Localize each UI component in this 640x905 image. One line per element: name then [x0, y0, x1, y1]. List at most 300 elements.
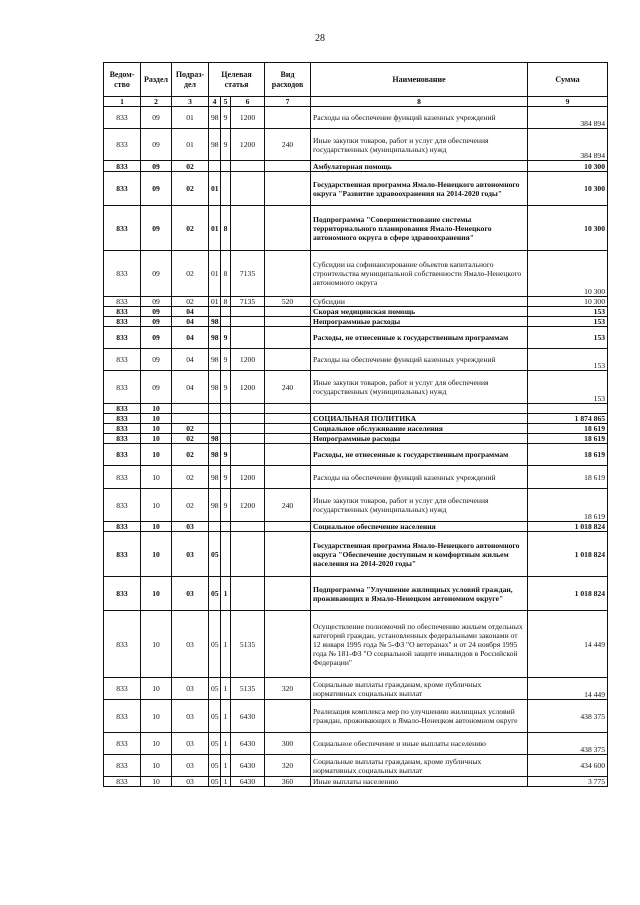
cell-naimenovanie: Субсидии — [311, 297, 528, 307]
cell-naimenovanie: Социальное обслуживание населения — [311, 424, 528, 434]
cell-vid-raskhodov — [265, 577, 311, 611]
cell-vid-raskhodov — [265, 307, 311, 317]
cell-summa: 14 449 — [528, 611, 608, 678]
cell-vid-raskhodov — [265, 532, 311, 577]
cell-razdel: 10 — [141, 678, 172, 700]
cell-vedomstvo: 833 — [104, 404, 141, 414]
cell-razdel: 09 — [141, 297, 172, 307]
cell-vid-raskhodov — [265, 424, 311, 434]
table-row — [104, 424, 608, 434]
cell-razdel: 10 — [141, 444, 172, 466]
cell-naimenovanie: Скорая медицинская помощь — [311, 307, 528, 317]
cell-vedomstvo: 833 — [104, 161, 141, 172]
cell-vedomstvo: 833 — [104, 414, 141, 424]
table-row — [104, 755, 608, 777]
cell-summa: 153 — [528, 317, 608, 327]
cell-vedomstvo: 833 — [104, 424, 141, 434]
cell-vid-raskhodov — [265, 161, 311, 172]
cell-target-subprogram — [221, 434, 231, 444]
table-row — [104, 107, 608, 129]
cell-target-subprogram: 1 — [221, 577, 231, 611]
cell-target-code — [231, 424, 265, 434]
cell-razdel: 10 — [141, 700, 172, 733]
cell-podrazdel — [172, 414, 209, 424]
cell-target-code: 5135 — [231, 678, 265, 700]
cell-vid-raskhodov — [265, 327, 311, 349]
col-number: 2 — [141, 97, 172, 107]
cell-naimenovanie: Расходы, не отнесенные к государственным программам — [311, 327, 528, 349]
cell-target-code — [231, 317, 265, 327]
table-row — [104, 522, 608, 532]
cell-vedomstvo: 833 — [104, 755, 141, 777]
cell-target-program: 98 — [209, 349, 221, 371]
cell-podrazdel: 03 — [172, 577, 209, 611]
cell-podrazdel: 03 — [172, 755, 209, 777]
cell-naimenovanie: Расходы на обеспечение функций казенных учреждений — [311, 107, 528, 129]
cell-target-code: 6430 — [231, 700, 265, 733]
cell-target-subprogram — [221, 522, 231, 532]
cell-target-program: 98 — [209, 317, 221, 327]
cell-razdel: 09 — [141, 327, 172, 349]
table-row — [104, 371, 608, 404]
cell-vedomstvo: 833 — [104, 172, 141, 206]
cell-razdel: 09 — [141, 107, 172, 129]
cell-vid-raskhodov: 520 — [265, 297, 311, 307]
cell-target-subprogram — [221, 172, 231, 206]
cell-podrazdel: 02 — [172, 489, 209, 522]
cell-razdel: 10 — [141, 733, 172, 755]
cell-vedomstvo: 833 — [104, 700, 141, 733]
cell-naimenovanie: Социальные выплаты гражданам, кроме публичных нормативных социальных выплат — [311, 678, 528, 700]
table-row — [104, 307, 608, 317]
cell-target-program: 98 — [209, 371, 221, 404]
cell-summa: 18 619 — [528, 424, 608, 434]
col-number: 8 — [311, 97, 528, 107]
cell-target-subprogram — [221, 307, 231, 317]
cell-naimenovanie: Социальное обеспечение и иные выплаты населению — [311, 733, 528, 755]
cell-vedomstvo: 833 — [104, 678, 141, 700]
cell-razdel: 10 — [141, 532, 172, 577]
table-row — [104, 317, 608, 327]
cell-summa: 10 300 — [528, 206, 608, 251]
cell-target-code — [231, 307, 265, 317]
col-number: 1 — [104, 97, 141, 107]
cell-summa: 153 — [528, 371, 608, 404]
table-row — [104, 327, 608, 349]
cell-target-code — [231, 172, 265, 206]
table-row — [104, 251, 608, 297]
budget-table — [103, 62, 608, 787]
cell-summa: 10 300 — [528, 172, 608, 206]
cell-vid-raskhodov — [265, 522, 311, 532]
cell-podrazdel: 03 — [172, 678, 209, 700]
table-row — [104, 489, 608, 522]
cell-podrazdel: 02 — [172, 444, 209, 466]
cell-naimenovanie: Иные выплаты населению — [311, 777, 528, 787]
cell-target-program: 01 — [209, 251, 221, 297]
cell-naimenovanie: Амбулаторная помощь — [311, 161, 528, 172]
cell-podrazdel: 02 — [172, 206, 209, 251]
cell-vedomstvo: 833 — [104, 129, 141, 161]
cell-podrazdel: 02 — [172, 466, 209, 489]
table-row — [104, 297, 608, 307]
cell-razdel: 09 — [141, 251, 172, 297]
cell-target-subprogram — [221, 424, 231, 434]
cell-target-program — [209, 424, 221, 434]
cell-vid-raskhodov — [265, 349, 311, 371]
cell-target-subprogram — [221, 532, 231, 577]
cell-target-program: 98 — [209, 107, 221, 129]
cell-naimenovanie: Иные закупки товаров, работ и услуг для обеспечения государственных (муниципальных) нужд — [311, 489, 528, 522]
cell-podrazdel: 02 — [172, 434, 209, 444]
cell-target-code: 1200 — [231, 371, 265, 404]
cell-naimenovanie: Государственная программа Ямало-Ненецкого автономного округа "Развитие здравоохранения на 2014-2020 годы" — [311, 172, 528, 206]
cell-target-program: 05 — [209, 611, 221, 678]
cell-podrazdel: 03 — [172, 700, 209, 733]
cell-vedomstvo: 833 — [104, 777, 141, 787]
cell-naimenovanie: Осуществление полномочий по обеспечению жильем отдельных категорий граждан, установленных федеральными законами от 12 января 1995 года № 5-ФЗ "О ветеранах" и от 24 ноября 1995 года № 181-ФЗ "О социальной защите инвалидов в Российской Федерации" — [311, 611, 528, 678]
cell-target-code — [231, 522, 265, 532]
cell-naimenovanie: Подпрограмма "Улучшение жилищных условий граждан, проживающих в Ямало-Ненецком автономном округе" — [311, 577, 528, 611]
cell-target-subprogram: 1 — [221, 678, 231, 700]
cell-target-code: 7135 — [231, 297, 265, 307]
cell-target-program: 01 — [209, 172, 221, 206]
cell-vedomstvo: 833 — [104, 297, 141, 307]
cell-vid-raskhodov — [265, 317, 311, 327]
cell-target-subprogram: 1 — [221, 611, 231, 678]
header-podrazdel: Подраз-дел — [172, 63, 209, 97]
cell-naimenovanie: СОЦИАЛЬНАЯ ПОЛИТИКА — [311, 414, 528, 424]
cell-target-code — [231, 444, 265, 466]
cell-summa: 1 018 824 — [528, 532, 608, 577]
cell-naimenovanie: Расходы, не отнесенные к государственным программам — [311, 444, 528, 466]
cell-podrazdel: 01 — [172, 129, 209, 161]
cell-target-program — [209, 414, 221, 424]
cell-vid-raskhodov — [265, 434, 311, 444]
cell-razdel: 10 — [141, 434, 172, 444]
table-row — [104, 206, 608, 251]
cell-razdel: 09 — [141, 371, 172, 404]
col-number: 7 — [265, 97, 311, 107]
cell-target-subprogram: 1 — [221, 700, 231, 733]
cell-naimenovanie: Социальные выплаты гражданам, кроме публичных нормативных социальных выплат — [311, 755, 528, 777]
cell-summa: 153 — [528, 349, 608, 371]
cell-target-program: 98 — [209, 444, 221, 466]
cell-razdel: 10 — [141, 466, 172, 489]
cell-target-code: 6430 — [231, 733, 265, 755]
cell-summa: 10 300 — [528, 251, 608, 297]
cell-target-program — [209, 404, 221, 414]
cell-vid-raskhodov — [265, 444, 311, 466]
cell-summa: 18 619 — [528, 466, 608, 489]
cell-summa: 1 018 824 — [528, 577, 608, 611]
table-row — [104, 532, 608, 577]
cell-summa: 384 894 — [528, 129, 608, 161]
column-numbers-row — [104, 97, 608, 107]
cell-podrazdel: 01 — [172, 107, 209, 129]
cell-razdel: 10 — [141, 424, 172, 434]
cell-razdel: 10 — [141, 777, 172, 787]
cell-target-subprogram: 1 — [221, 755, 231, 777]
table-row — [104, 700, 608, 733]
cell-podrazdel: 03 — [172, 733, 209, 755]
cell-vedomstvo: 833 — [104, 327, 141, 349]
cell-podrazdel: 02 — [172, 161, 209, 172]
cell-target-code: 5135 — [231, 611, 265, 678]
cell-target-subprogram: 9 — [221, 107, 231, 129]
cell-summa: 153 — [528, 307, 608, 317]
cell-podrazdel: 04 — [172, 349, 209, 371]
table-row — [104, 733, 608, 755]
cell-vid-raskhodov — [265, 466, 311, 489]
cell-vedomstvo: 833 — [104, 577, 141, 611]
cell-vedomstvo: 833 — [104, 522, 141, 532]
cell-razdel: 10 — [141, 611, 172, 678]
cell-target-code — [231, 404, 265, 414]
cell-vid-raskhodov: 320 — [265, 755, 311, 777]
cell-vedomstvo: 833 — [104, 317, 141, 327]
cell-vid-raskhodov — [265, 404, 311, 414]
cell-target-subprogram: 1 — [221, 733, 231, 755]
cell-vedomstvo: 833 — [104, 371, 141, 404]
cell-target-program: 01 — [209, 206, 221, 251]
cell-target-code — [231, 206, 265, 251]
cell-naimenovanie: Социальное обеспечение населения — [311, 522, 528, 532]
cell-podrazdel: 03 — [172, 522, 209, 532]
table-row — [104, 172, 608, 206]
header-vid: Вид расходов — [265, 63, 311, 97]
cell-vid-raskhodov: 240 — [265, 371, 311, 404]
cell-summa: 438 375 — [528, 733, 608, 755]
cell-naimenovanie: Субсидии на софинансирование объектов капитального строительства муниципальной собственности Ямало-Ненецкого автономного округа — [311, 251, 528, 297]
cell-vedomstvo: 833 — [104, 611, 141, 678]
cell-podrazdel: 02 — [172, 251, 209, 297]
cell-target-subprogram: 8 — [221, 251, 231, 297]
cell-razdel: 09 — [141, 172, 172, 206]
cell-target-program: 05 — [209, 532, 221, 577]
cell-summa: 384 894 — [528, 107, 608, 129]
cell-vedomstvo: 833 — [104, 251, 141, 297]
table-row — [104, 777, 608, 787]
cell-target-subprogram — [221, 414, 231, 424]
cell-vid-raskhodov — [265, 414, 311, 424]
cell-vid-raskhodov — [265, 251, 311, 297]
cell-podrazdel — [172, 404, 209, 414]
table-row — [104, 577, 608, 611]
cell-vedomstvo: 833 — [104, 349, 141, 371]
cell-podrazdel: 04 — [172, 327, 209, 349]
cell-razdel: 10 — [141, 577, 172, 611]
cell-target-program: 98 — [209, 434, 221, 444]
cell-naimenovanie: Непрограммные расходы — [311, 317, 528, 327]
header-ved: Ведом-ство — [104, 63, 141, 97]
header-target: Целевая статья — [209, 63, 265, 97]
cell-target-subprogram: 9 — [221, 327, 231, 349]
table-row — [104, 434, 608, 444]
cell-target-program — [209, 161, 221, 172]
cell-podrazdel: 02 — [172, 172, 209, 206]
cell-target-program: 01 — [209, 297, 221, 307]
col-number: 9 — [528, 97, 608, 107]
table-row — [104, 349, 608, 371]
cell-razdel: 10 — [141, 755, 172, 777]
cell-vid-raskhodov: 240 — [265, 489, 311, 522]
cell-target-program: 98 — [209, 489, 221, 522]
cell-naimenovanie: Иные закупки товаров, работ и услуг для обеспечения государственных (муниципальных) нужд — [311, 129, 528, 161]
cell-vedomstvo: 833 — [104, 733, 141, 755]
cell-target-subprogram: 1 — [221, 777, 231, 787]
cell-podrazdel: 03 — [172, 532, 209, 577]
cell-vedomstvo: 833 — [104, 466, 141, 489]
cell-razdel: 10 — [141, 414, 172, 424]
cell-razdel: 10 — [141, 404, 172, 414]
cell-summa: 18 619 — [528, 434, 608, 444]
cell-vid-raskhodov — [265, 700, 311, 733]
cell-summa: 3 775 — [528, 777, 608, 787]
cell-target-code: 7135 — [231, 251, 265, 297]
cell-target-code: 1200 — [231, 349, 265, 371]
cell-vedomstvo: 833 — [104, 434, 141, 444]
cell-target-subprogram — [221, 317, 231, 327]
cell-razdel: 09 — [141, 161, 172, 172]
cell-podrazdel: 03 — [172, 777, 209, 787]
cell-vedomstvo: 833 — [104, 107, 141, 129]
table-row — [104, 678, 608, 700]
table-row — [104, 161, 608, 172]
col-number: 5 — [221, 97, 231, 107]
cell-razdel: 09 — [141, 206, 172, 251]
cell-naimenovanie: Расходы на обеспечение функций казенных учреждений — [311, 466, 528, 489]
table-row — [104, 611, 608, 678]
cell-naimenovanie: Иные закупки товаров, работ и услуг для обеспечения государственных (муниципальных) нужд — [311, 371, 528, 404]
col-number: 6 — [231, 97, 265, 107]
cell-target-code — [231, 161, 265, 172]
cell-target-program: 98 — [209, 129, 221, 161]
col-number: 4 — [209, 97, 221, 107]
cell-target-code: 1200 — [231, 107, 265, 129]
cell-razdel: 09 — [141, 129, 172, 161]
cell-vedomstvo: 833 — [104, 532, 141, 577]
cell-razdel: 10 — [141, 522, 172, 532]
cell-summa — [528, 404, 608, 414]
cell-summa: 10 300 — [528, 161, 608, 172]
cell-summa: 438 375 — [528, 700, 608, 733]
header-razdel: Раздел — [141, 63, 172, 97]
cell-target-program: 98 — [209, 327, 221, 349]
cell-target-program: 05 — [209, 700, 221, 733]
cell-vid-raskhodov — [265, 172, 311, 206]
cell-target-program: 05 — [209, 755, 221, 777]
cell-target-code — [231, 532, 265, 577]
cell-podrazdel: 04 — [172, 317, 209, 327]
cell-target-subprogram: 9 — [221, 349, 231, 371]
cell-razdel: 09 — [141, 317, 172, 327]
table-row — [104, 414, 608, 424]
cell-target-program: 05 — [209, 577, 221, 611]
table-row — [104, 404, 608, 414]
cell-vedomstvo: 833 — [104, 444, 141, 466]
cell-summa: 153 — [528, 327, 608, 349]
cell-target-subprogram — [221, 404, 231, 414]
page-number: 28 — [315, 33, 325, 44]
cell-target-code — [231, 434, 265, 444]
cell-target-program — [209, 522, 221, 532]
cell-podrazdel: 02 — [172, 424, 209, 434]
cell-razdel: 09 — [141, 307, 172, 317]
cell-target-code: 6430 — [231, 777, 265, 787]
cell-naimenovanie: Подпрограмма "Совершенствование системы территориального планирования Ямало-Ненецкого автономного округа в сфере здравоохранения" — [311, 206, 528, 251]
cell-target-subprogram: 9 — [221, 489, 231, 522]
cell-podrazdel: 02 — [172, 297, 209, 307]
cell-summa: 1 018 824 — [528, 522, 608, 532]
cell-summa: 18 619 — [528, 489, 608, 522]
cell-naimenovanie: Непрограммные расходы — [311, 434, 528, 444]
cell-target-program: 05 — [209, 777, 221, 787]
header-row — [104, 63, 608, 97]
cell-vid-raskhodov: 320 — [265, 678, 311, 700]
cell-summa: 14 449 — [528, 678, 608, 700]
cell-summa: 1 874 865 — [528, 414, 608, 424]
cell-vedomstvo: 833 — [104, 307, 141, 317]
cell-target-program: 98 — [209, 466, 221, 489]
cell-target-code: 1200 — [231, 466, 265, 489]
cell-summa: 434 600 — [528, 755, 608, 777]
cell-target-subprogram — [221, 161, 231, 172]
cell-vid-raskhodov — [265, 206, 311, 251]
cell-podrazdel: 04 — [172, 371, 209, 404]
cell-target-code: 6430 — [231, 755, 265, 777]
cell-naimenovanie — [311, 404, 528, 414]
cell-summa: 10 300 — [528, 297, 608, 307]
cell-podrazdel: 03 — [172, 611, 209, 678]
cell-vid-raskhodov: 360 — [265, 777, 311, 787]
cell-target-subprogram: 9 — [221, 466, 231, 489]
cell-razdel: 09 — [141, 349, 172, 371]
header-name: Наименование — [311, 63, 528, 97]
cell-target-program — [209, 307, 221, 317]
cell-naimenovanie: Реализация комплекса мер по улучшению жилищных условий граждан, проживающих в Ямало-Ненецком автономном округе — [311, 700, 528, 733]
cell-target-subprogram: 8 — [221, 297, 231, 307]
table-row — [104, 466, 608, 489]
cell-summa: 18 619 — [528, 444, 608, 466]
cell-target-code — [231, 577, 265, 611]
cell-target-code: 1200 — [231, 129, 265, 161]
cell-target-program: 05 — [209, 733, 221, 755]
table-row — [104, 129, 608, 161]
cell-target-program: 05 — [209, 678, 221, 700]
cell-target-subprogram: 8 — [221, 206, 231, 251]
cell-vid-raskhodov — [265, 611, 311, 678]
cell-razdel: 10 — [141, 489, 172, 522]
cell-target-code — [231, 327, 265, 349]
cell-target-code — [231, 414, 265, 424]
cell-vid-raskhodov: 240 — [265, 129, 311, 161]
cell-target-subprogram: 9 — [221, 129, 231, 161]
cell-target-subprogram: 9 — [221, 371, 231, 404]
cell-vid-raskhodov — [265, 107, 311, 129]
cell-target-subprogram: 9 — [221, 444, 231, 466]
cell-target-code: 1200 — [231, 489, 265, 522]
cell-vedomstvo: 833 — [104, 206, 141, 251]
table-row — [104, 444, 608, 466]
table-body — [104, 107, 608, 787]
header-sum: Сумма — [528, 63, 608, 97]
cell-naimenovanie: Государственная программа Ямало-Ненецкого автономного округа "Обеспечение доступным и комфортным жильем населения на 2014-2020 годы" — [311, 532, 528, 577]
cell-naimenovanie: Расходы на обеспечение функций казенных учреждений — [311, 349, 528, 371]
col-number: 3 — [172, 97, 209, 107]
cell-vedomstvo: 833 — [104, 489, 141, 522]
cell-podrazdel: 04 — [172, 307, 209, 317]
